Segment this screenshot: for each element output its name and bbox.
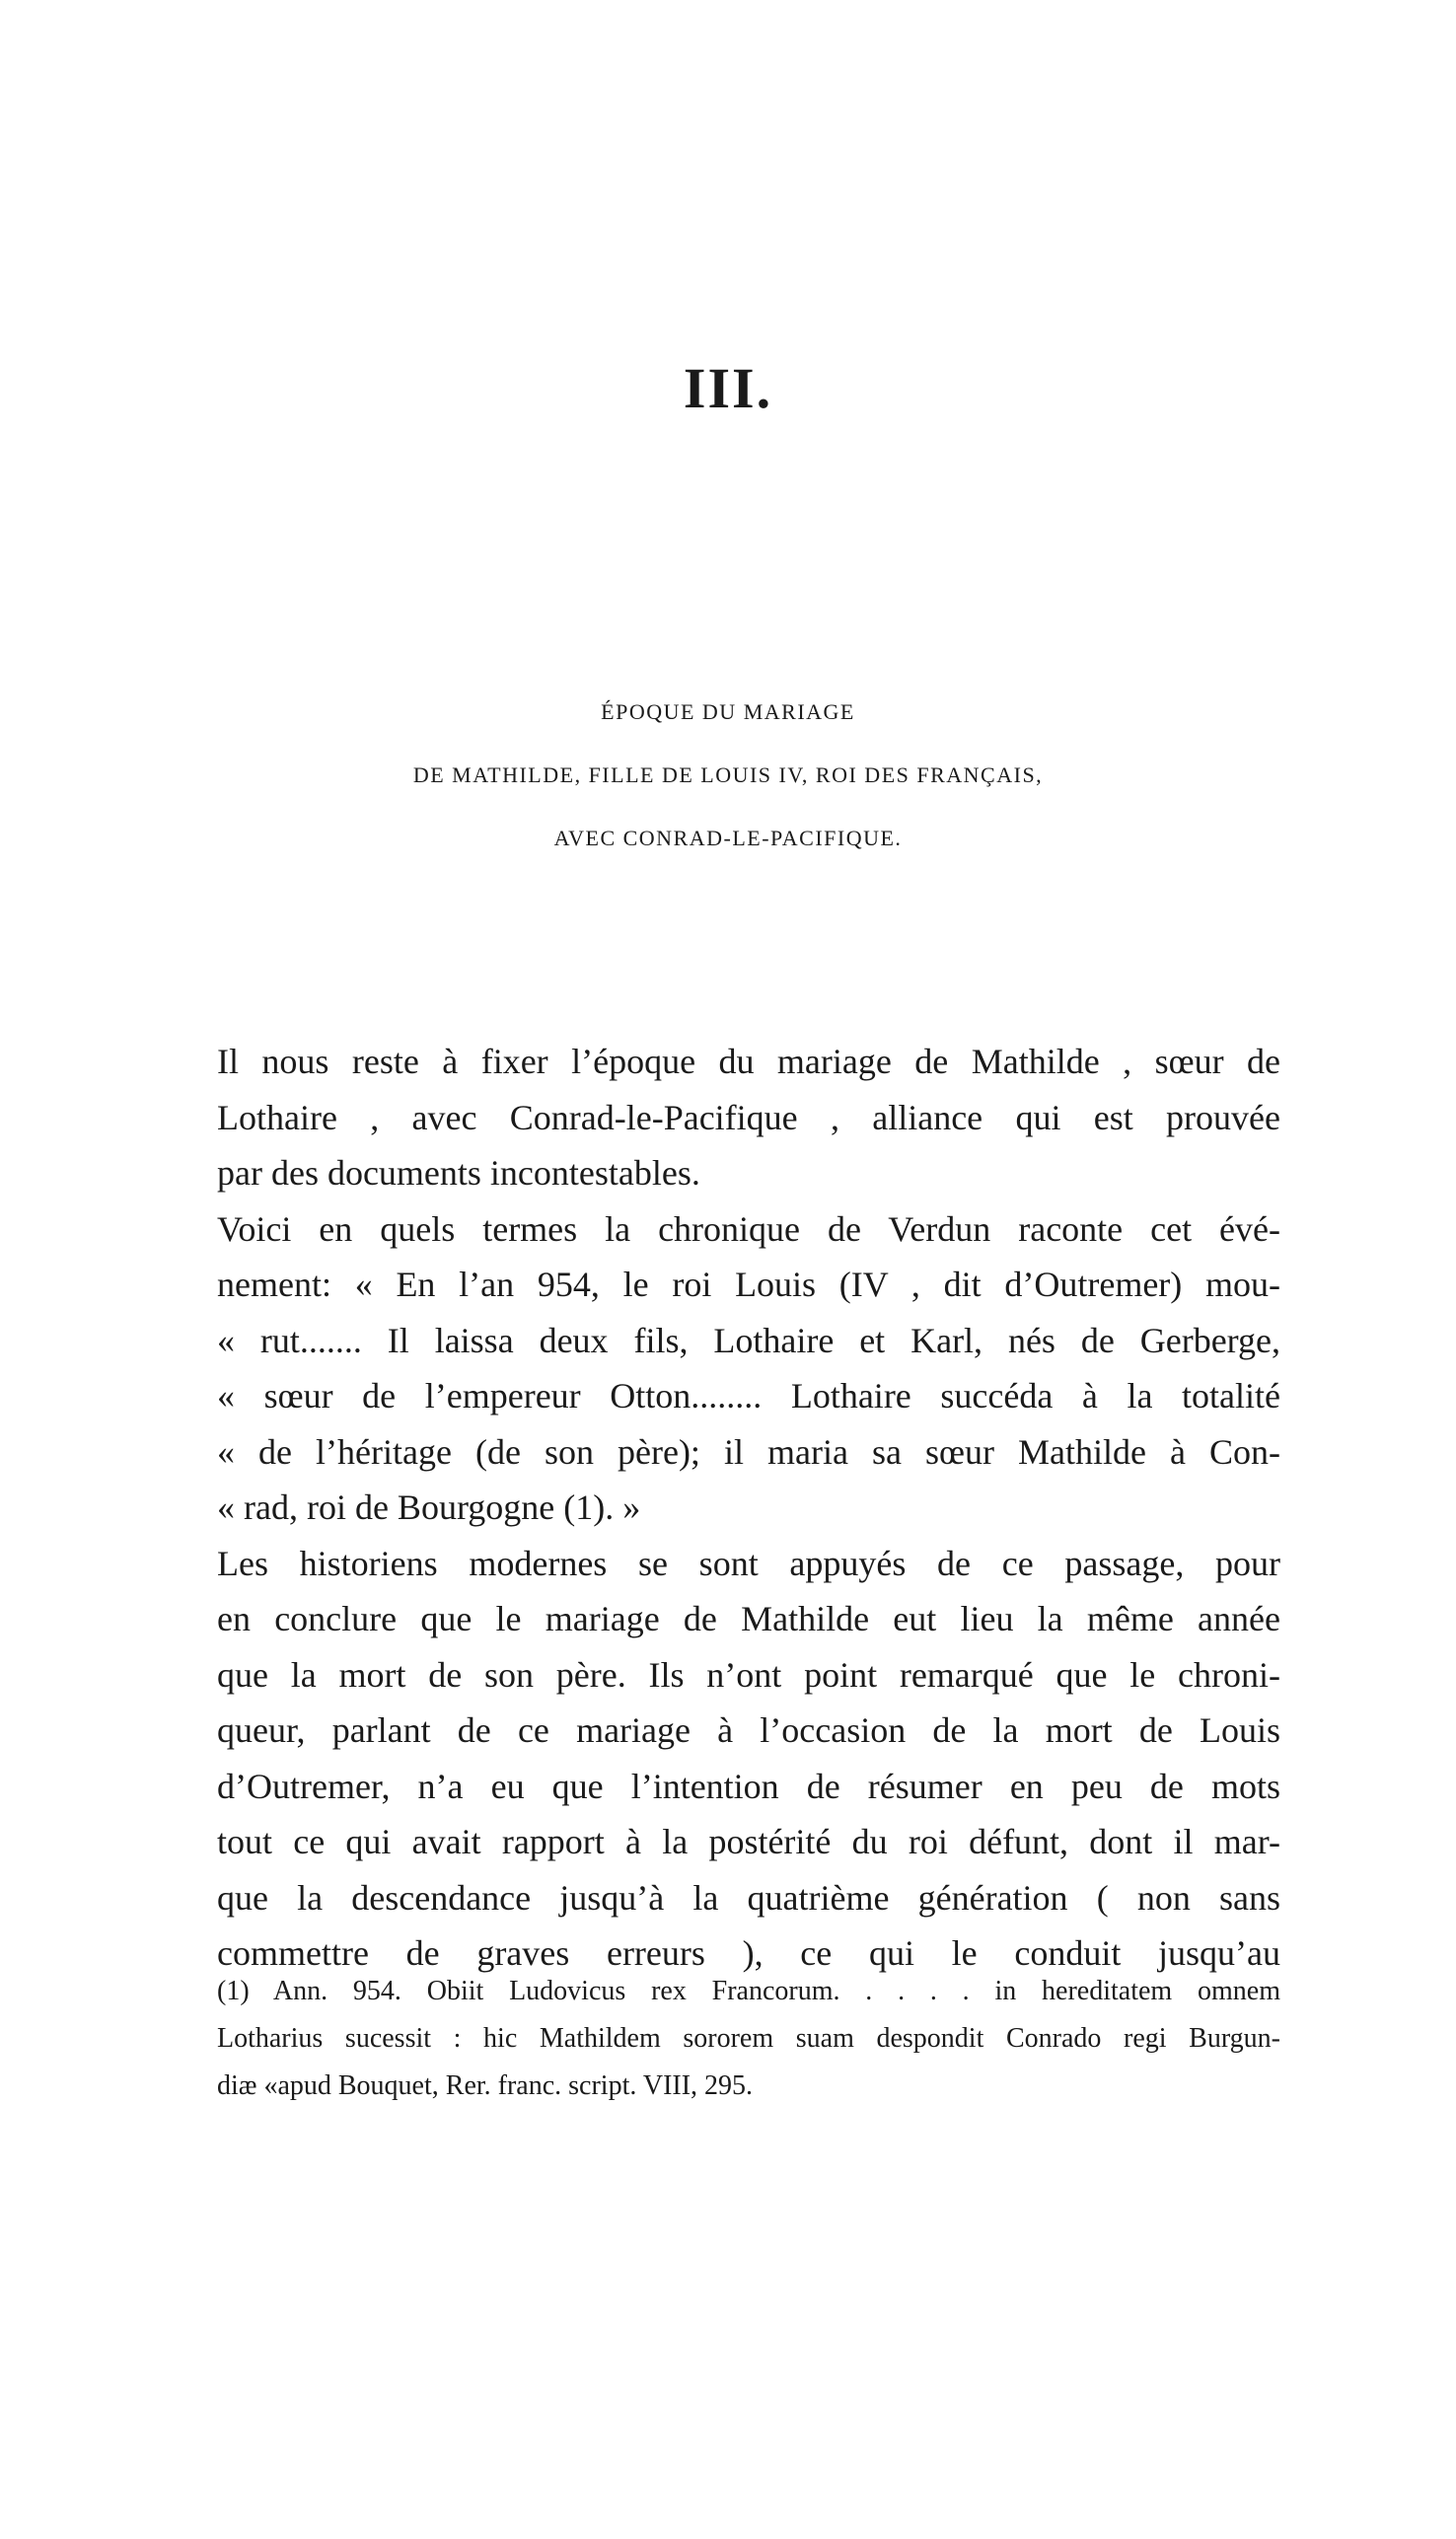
paragraph-2 xyxy=(217,1201,1280,1536)
footnote-line: Lotharius sucessit : hic Mathildem sororem suam despondit Conrado regi Burgun- xyxy=(217,2023,1280,2054)
text-line: commettre de graves erreurs ), ce qui le conduit jusqu’au xyxy=(217,1933,1280,1973)
text-line: Les historiens modernes se sont appuyés de ce passage, pour xyxy=(217,1543,1280,1583)
text-line: Lothaire , avec Conrad-le-Pacifique , alliance qui est prouvée xyxy=(217,1097,1280,1137)
text-line: Il nous reste à fixer l’époque du mariage de Mathilde , sœur de xyxy=(217,1042,1280,1081)
paragraph-3 xyxy=(217,1536,1280,1982)
body-text xyxy=(217,1034,1280,1982)
text-line: « rad, roi de Bourgogne (1). » xyxy=(217,1487,641,1527)
text-line: que la descendance jusqu’à la quatrième génération ( non sans xyxy=(217,1877,1280,1918)
heading-line-3: AVEC CONRAD-LE-PACIFIQUE. xyxy=(553,826,903,850)
heading-line-2: DE MATHILDE, FILLE DE LOUIS IV, ROI DES FRANÇAIS, xyxy=(412,762,1044,787)
footnote-line: diæ «apud Bouquet, Rer. franc. script. VIII, 295. xyxy=(217,2070,754,2101)
footnote-line: (1) Ann. 954. Obiit Ludovicus rex Francorum. . . . . in hereditatem omnem xyxy=(217,1976,1280,2006)
chapter-number: III. xyxy=(683,356,773,420)
text-line: « rut....... Il laissa deux fils, Lothaire et Karl, nés de Gerberge, xyxy=(217,1320,1280,1360)
heading-line-1: ÉPOQUE DU MARIAGE xyxy=(601,699,855,724)
text-line: nement: « En l’an 954, le roi Louis (IV , dit d’Outremer) mou- xyxy=(217,1265,1280,1304)
text-line: queur, parlant de ce mariage à l’occasion de la mort de Louis xyxy=(217,1710,1280,1750)
text-line: en conclure que le mariage de Mathilde eut lieu la même année xyxy=(217,1599,1280,1638)
text-line: « de l’héritage (de son père); il maria sa sœur Mathilde à Con- xyxy=(217,1431,1280,1472)
text-line: par des documents incontestables. xyxy=(217,1153,700,1193)
text-line: « sœur de l’empereur Otton........ Lothaire succéda à la totalité xyxy=(217,1376,1280,1415)
text-line: tout ce qui avait rapport à la postérité du roi défunt, dont il mar- xyxy=(217,1822,1280,1861)
chapter-heading xyxy=(0,681,1456,870)
footnote xyxy=(217,1968,1280,2110)
paragraph-1 xyxy=(217,1034,1280,1201)
text-line: Voici en quels termes la chronique de Verdun raconte cet évé- xyxy=(217,1208,1280,1249)
text-line: que la mort de son père. Ils n’ont point remarqué que le chroni- xyxy=(217,1654,1280,1695)
text-line: d’Outremer, n’a eu que l’intention de résumer en peu de mots xyxy=(217,1766,1280,1806)
